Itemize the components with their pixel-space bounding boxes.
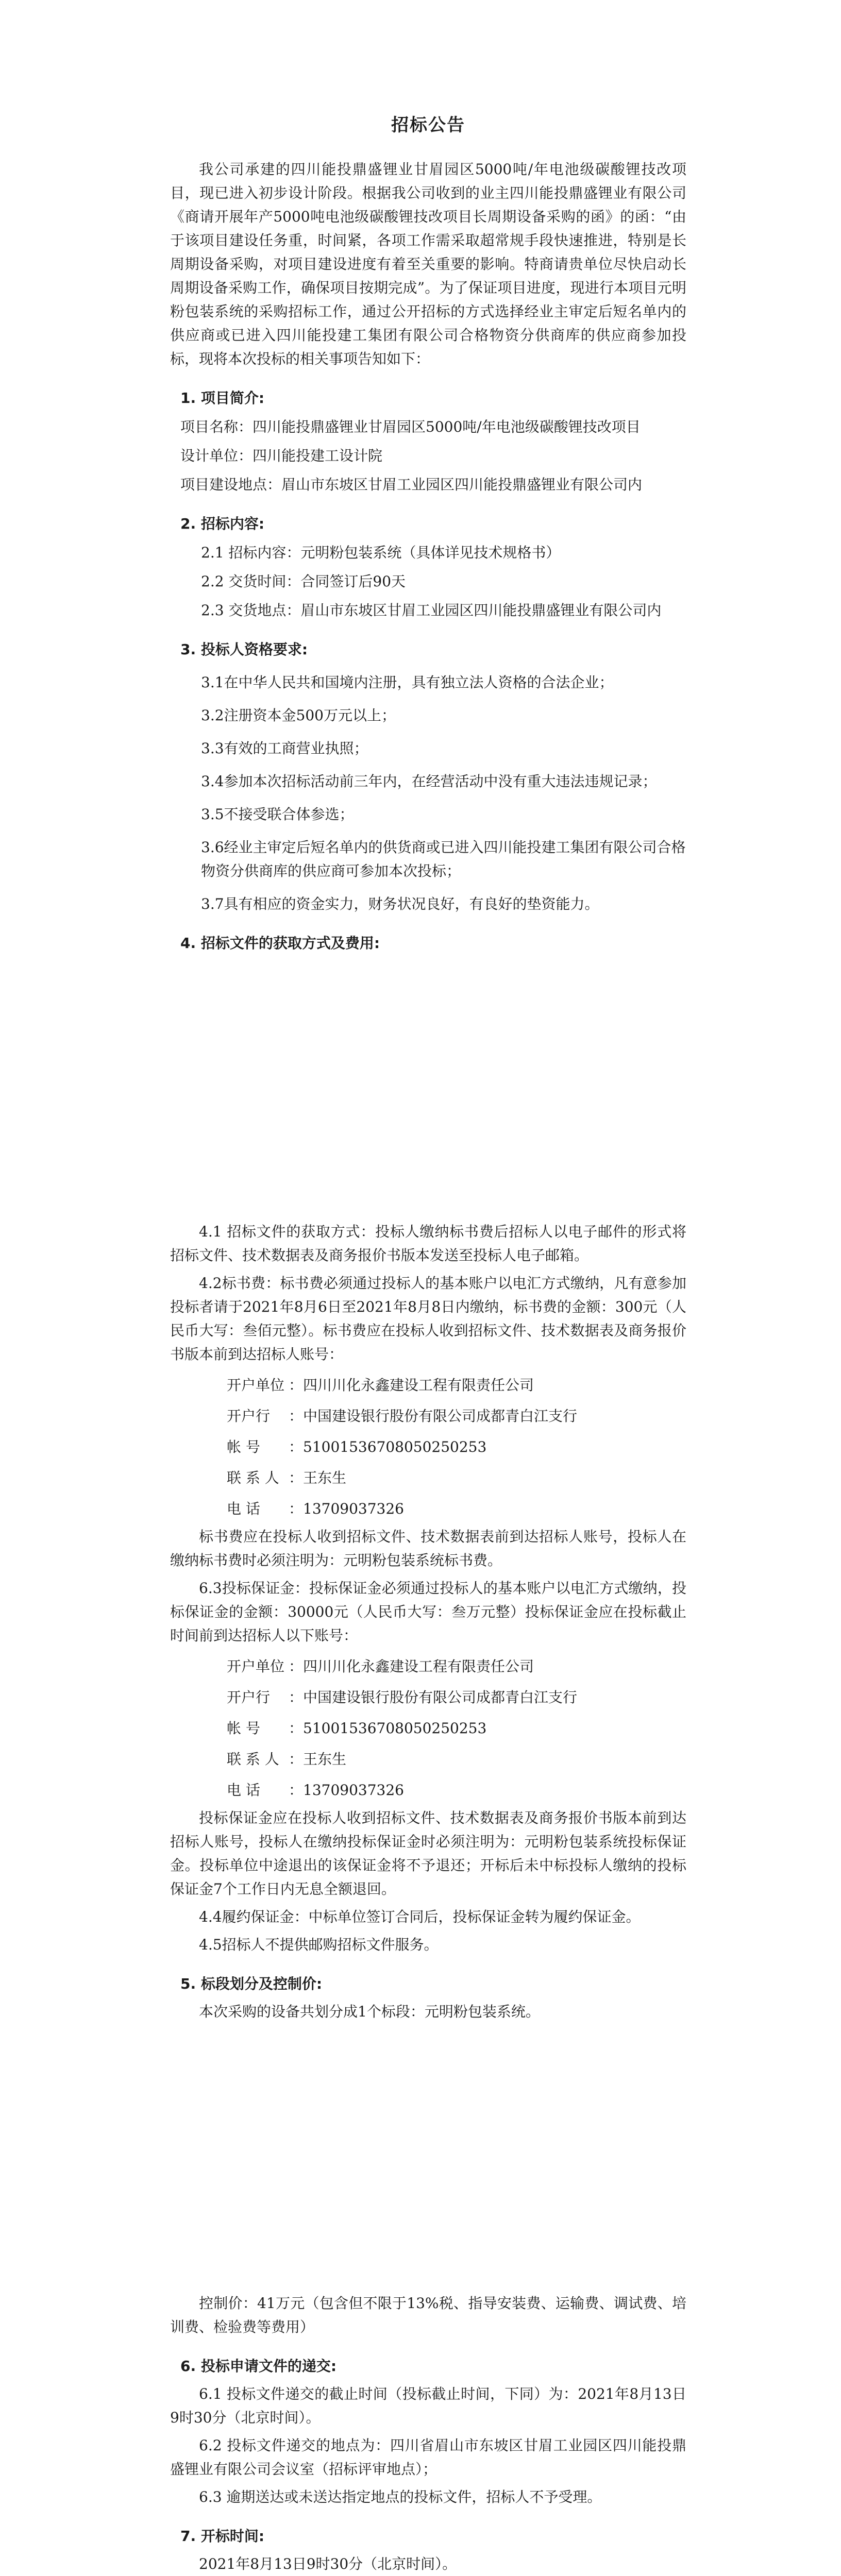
- account-value: 中国建设银行股份有限公司成都青白江支行: [303, 1689, 578, 1706]
- no-mail-service: 4.5招标人不提供邮购招标文件服务。: [199, 1936, 439, 1953]
- late-submission: 6.3 逾期送达或未送达指定地点的投标文件，招标人不予受理。: [199, 2488, 602, 2505]
- account-row: 开户单位 ：四川川化永鑫建设工程有限责任公司: [170, 1374, 686, 1397]
- account-row: 开户单位 ：四川川化永鑫建设工程有限责任公司: [170, 1655, 686, 1679]
- lot-division: 本次采购的设备共划分成1个标段：元明粉包装系统。: [199, 2003, 540, 2020]
- account-key: 开户单位: [227, 1658, 285, 1675]
- qualification-item: 3.1在中华人民共和国境内注册，具有独立法人资格的合法企业；: [201, 674, 614, 691]
- bid-doc-fee-note: 标书费应在投标人收到招标文件、技术数据表前到达招标人账号，投标人在缴纳标书费时必须注明为：元明粉包装系统标书费。: [170, 1528, 686, 1569]
- account-value: 王东生: [303, 1751, 347, 1768]
- qualification-item: 3.3有效的工商营业执照；: [201, 740, 368, 757]
- account-value: 四川川化永鑫建设工程有限责任公司: [303, 1377, 534, 1394]
- account-value: 51001536708050250253: [303, 1438, 487, 1455]
- account-key: 开户单位: [227, 1377, 285, 1394]
- account-row: 联 系 人 ：王东生: [170, 1748, 686, 1771]
- qualification-item: 3.5不接受联合体参选；: [201, 806, 354, 823]
- section-project-intro-heading: 1. 项目简介:: [180, 389, 265, 406]
- section-opening-heading: 7. 开标时间:: [180, 2528, 265, 2545]
- qualification-item: 3.2注册资本金500万元以上；: [201, 707, 396, 724]
- account-value: 王东生: [303, 1469, 347, 1486]
- bid-content-item: 2.1 招标内容：元明粉包装系统（具体详见技术规格书）: [201, 544, 561, 561]
- page-2: [0, 1216, 841, 2024]
- page-1: [0, 113, 841, 959]
- control-price: 控制价：41万元（包含但不限于13%税、指导安装费、运输费、调试费、培训费、检验费等费用）: [170, 2295, 686, 2335]
- delivery-time: 2.2 交货时间：合同签订后90天: [201, 573, 406, 590]
- page-3: [0, 2287, 841, 2576]
- account-row: 联 系 人 ：王东生: [170, 1466, 686, 1490]
- section-lots-heading: 5. 标段划分及控制价:: [180, 1975, 323, 1992]
- account-value: 四川川化永鑫建设工程有限责任公司: [303, 1658, 534, 1675]
- project-name: 项目名称：四川能投鼎盛锂业甘眉园区5000吨/年电池级碳酸锂技改项目: [180, 418, 641, 435]
- account-row: 电 话 ：13709037326: [170, 1497, 686, 1521]
- account-key: 开户行: [227, 1408, 271, 1425]
- account-key: 帐 号: [227, 1720, 260, 1737]
- account-value: 中国建设银行股份有限公司成都青白江支行: [303, 1408, 578, 1425]
- design-unit: 设计单位：四川能投建工设计院: [180, 447, 383, 464]
- qualification-item: 3.7具有相应的资金实力，财务状况良好，有良好的垫资能力。: [201, 895, 599, 912]
- account-key: 开户行: [227, 1689, 271, 1706]
- account-key: 电 话: [227, 1782, 260, 1799]
- account-row: 帐 号 ：51001536708050250253: [170, 1435, 686, 1459]
- bid-doc-acquisition: 4.1 招标文件的获取方式：投标人缴纳标书费后招标人以电子邮件的形式将招标文件、技术数据表及商务报价书版本发送至投标人电子邮箱。: [170, 1223, 686, 1264]
- account-value: 51001536708050250253: [303, 1720, 487, 1737]
- account-key: 电 话: [227, 1500, 260, 1517]
- qualification-item: 3.4参加本次招标活动前三年内，在经营活动中没有重大违法违规记录；: [201, 773, 657, 790]
- account-key: 联 系 人: [227, 1751, 279, 1768]
- section-bid-doc-heading: 4. 招标文件的获取方式及费用:: [180, 935, 380, 952]
- account-row: 开户行 ：中国建设银行股份有限公司成都青白江支行: [170, 1404, 686, 1428]
- qualification-item: 3.6经业主审定后短名单内的供货商或已进入四川能投建工集团有限公司合格物资分供商库的供应商可参加本次投标；: [201, 839, 686, 879]
- account-row: 电 话 ：13709037326: [170, 1778, 686, 1802]
- delivery-location: 2.3 交货地点：眉山市东坡区甘眉工业园区四川能投鼎盛锂业有限公司内: [201, 602, 662, 619]
- account-row: 开户行 ：中国建设银行股份有限公司成都青白江支行: [170, 1686, 686, 1709]
- bid-bond-note: 投标保证金应在投标人收到招标文件、技术数据表及商务报价书版本前到达招标人账号，投标人在缴纳投标保证金时必须注明为：元明粉包装系统投标保证金。投标单位中途退出的该保证金将不予退还；开标后未中标投标人缴纳的投标保证金7个工作日内无息全额退回。: [170, 1809, 686, 1897]
- bid-doc-fee: 4.2标书费：标书费必须通过投标人的基本账户以电汇方式缴纳，凡有意参加投标者请于2021年8月6日至2021年8月8日内缴纳，标书费的金额：300元（人民币大写：叁佰元整）。标书费应在投标人收到招标文件、技术数据表及商务报价书版本前到达招标人账号：: [170, 1275, 686, 1363]
- project-location: 项目建设地点：眉山市东坡区甘眉工业园区四川能投鼎盛锂业有限公司内: [180, 476, 643, 493]
- account-value: 13709037326: [303, 1500, 404, 1517]
- section-submission-heading: 6. 投标申请文件的递交:: [180, 2358, 337, 2375]
- document-title: 招标公告: [391, 115, 465, 135]
- intro-paragraph: 我公司承建的四川能投鼎盛锂业甘眉园区5000吨/年电池级碳酸锂技改项目，现已进入初步设计阶段。根据我公司收到的业主四川能投鼎盛锂业有限公司《商请开展年产5000吨电池级碳酸锂技改项目长周期设备采购的函》的函：“由于该项目建设任务重，时间紧，各项工作需采取超常规手段快速推进，特别是长周期设备采购，对项目建设进度有着至关重要的影响。特商请贵单位尽快启动长周期设备采购工作，确保项目按期完成”。为了保证项目进度，现进行本项目元明粉包装系统的采购招标工作，通过公开招标的方式选择经业主审定后短名单内的供应商或已进入四川能投建工集团有限公司合格物资分供商库的供应商参加投标，现将本次投标的相关事项告知如下：: [170, 161, 686, 367]
- performance-bond: 4.4履约保证金：中标单位签订合同后，投标保证金转为履约保证金。: [199, 1908, 641, 1925]
- opening-time: 2021年8月13日9时30分（北京时间）。: [199, 2555, 457, 2572]
- section-bid-content-heading: 2. 招标内容:: [180, 515, 265, 532]
- account-row: 帐 号 ：51001536708050250253: [170, 1717, 686, 1740]
- submission-location: 6.2 投标文件递交的地点为：四川省眉山市东坡区甘眉工业园区四川能投鼎盛锂业有限公司会议室（招标评审地点）；: [170, 2437, 686, 2478]
- account-value: 13709037326: [303, 1782, 404, 1799]
- section-qualification-heading: 3. 投标人资格要求:: [180, 641, 308, 658]
- submission-deadline: 6.1 投标文件递交的截止时间（投标截止时间，下同）为：2021年8月13日9时30分（北京时间）。: [170, 2385, 686, 2426]
- account-key: 联 系 人: [227, 1469, 279, 1486]
- bid-bond: 6.3投标保证金：投标保证金必须通过投标人的基本账户以电汇方式缴纳，投标保证金的金额：30000元（人民币大写：叁万元整）投标保证金应在投标截止时间前到达招标人以下账号：: [170, 1580, 686, 1644]
- account-key: 帐 号: [227, 1438, 260, 1455]
